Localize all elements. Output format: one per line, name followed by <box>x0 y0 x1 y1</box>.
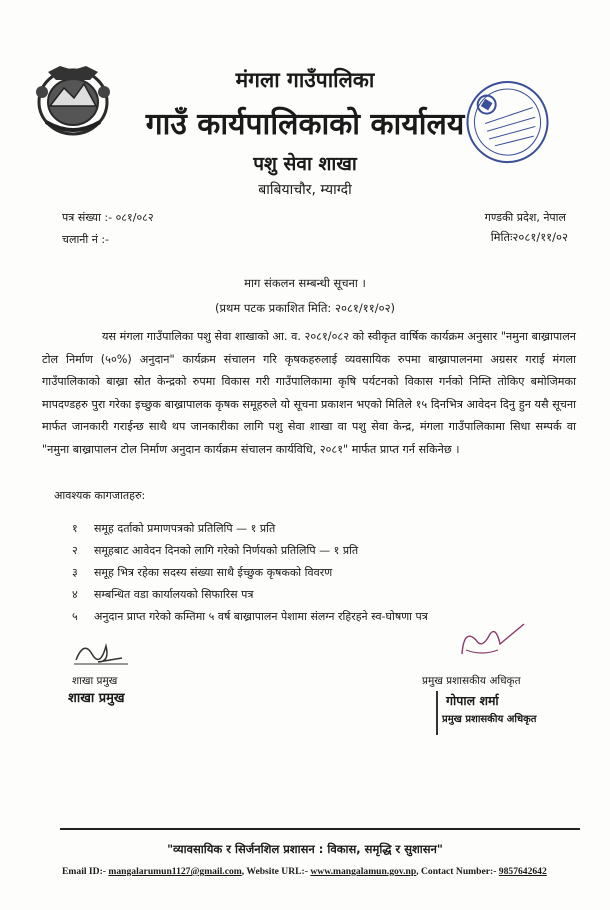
branch-chief-signature <box>70 636 130 668</box>
dispatch-number: चलानी नं :- <box>62 233 110 246</box>
list-item <box>72 606 428 628</box>
branch-chief-label: शाखा प्रमुख <box>72 675 118 687</box>
item-number: ५ <box>72 610 78 623</box>
office-address: बाबियाचौर, म्याग्दी <box>258 182 352 198</box>
branch-name: पशु सेवा शाखा <box>253 153 357 175</box>
item-text: समूह दर्ताको प्रमाणपत्रको प्रतिलिपि — १ प्रति <box>94 522 276 535</box>
notice-title: माग संकलन सम्बन्धी सूचना । <box>244 276 366 290</box>
branch-chief-handwritten: शाखा प्रमुख <box>68 691 125 706</box>
documents-list <box>72 518 428 628</box>
notice-body: यस मंगला गाउँपालिका पशु सेवा शाखाको आ. व. २०८१/०८२ को स्वीकृत वार्षिक कार्यक्रम अनुसार "नमुना बाख्रापालन टोल निर्माण (५०%) अनुदान" कार्यक्रम संचालन गरि कृषकहरुलाई व्यवसायिक रुपमा बाख्रापालनमा अग्रसर गराई मंगला गाउँपालिकाको बाख्रा स्रोत केन्द्रको रुपमा विकास गरी गाउँपालिकामा कृषि पर्यटनको विकास गर्नको निम्ति तोकिए बमोजिमका मापदण्डहरु पुरा गरेका इच्छुक बाख्रापालक कृषक समूहरुले यो सूचना प्रकाशन भएको मितिले १५ दिनभित्र आवेदन दिनु हुन यसै सूचना मार्फत जानकारी गराईन्छ साथै थप जानकारीका लागि पशु सेवा शाखा वा पशु सेवा केन्द्र, मंगला गाउँपालिकामा सिधा सम्पर्क वा "नमुना बाख्रापालन टोल निर्माण अनुदान कार्यक्रम संचालन कार्यविधि, २०८१" मार्फत प्राप्त गर्न सकिनेछ । <box>42 330 576 456</box>
letter-number: पत्र संख्या :- ०८१/०८२ <box>62 211 154 224</box>
list-item <box>72 540 428 562</box>
website-link[interactable]: www.mangalamun.gov.np <box>310 866 417 877</box>
email-link[interactable]: mangalarumun1127@gmail.com <box>108 866 242 877</box>
item-text: अनुदान प्राप्त गरेको कम्तिमा ५ वर्ष बाख्रापालन पेशामा संलग्न रहिरहने स्व-घोषणा पत्र <box>94 610 428 623</box>
footer-divider <box>60 828 580 830</box>
item-number: १ <box>72 522 78 535</box>
cao-signature <box>452 620 532 666</box>
office-name: गाउँ कार्यपालिकाको कार्यालय <box>145 107 465 142</box>
phone-number[interactable]: 9857642642 <box>498 866 547 877</box>
letter-date: मितिः२०८१/११/०२ <box>490 230 568 244</box>
item-text: समूहबाट आवेदन दिनको लागि गरेको निर्णयको प्रतिलिपि — १ प्रति <box>94 544 359 557</box>
item-text: सम्बन्धित वडा कार्यालयको सिफारिस पत्र <box>94 588 254 601</box>
item-number: ४ <box>72 588 78 601</box>
cao-title: प्रमुख प्रशासकीय अधिकृत <box>442 714 537 725</box>
item-number: २ <box>72 544 78 557</box>
contact-label: , Contact Number:- <box>416 866 497 877</box>
notice-subtitle: (प्रथम पटक प्रकाशित मिति: २०८१/११/०२) <box>214 301 396 315</box>
footer-contact <box>62 866 592 877</box>
list-item <box>72 562 428 584</box>
cao-name: गोपाल शर्मा <box>446 693 499 708</box>
email-label: Email ID:- <box>62 866 106 877</box>
cao-label: प्रमुख प्रशासकीय अधिकृत <box>422 675 521 687</box>
cao-name-stamp <box>436 691 556 735</box>
list-item <box>72 518 428 540</box>
footer-motto: "व्यावसायिक र सिर्जनशिल प्रशासन : विकास, समृद्धि र सुशासन" <box>167 842 443 856</box>
documents-heading: आवश्यक कागजातहरु: <box>54 489 146 502</box>
province-line: गण्डकी प्रदेश, नेपाल <box>484 211 566 224</box>
item-text: समूह भित्र रहेका सदस्य संख्या साथै ईच्छुक कृषकको विवरण <box>94 566 333 579</box>
item-number: ३ <box>72 566 78 579</box>
website-label: , Website URL:- <box>241 866 308 877</box>
list-item <box>72 584 428 606</box>
municipality-name: मंगला गाउँपालिका <box>235 68 375 92</box>
